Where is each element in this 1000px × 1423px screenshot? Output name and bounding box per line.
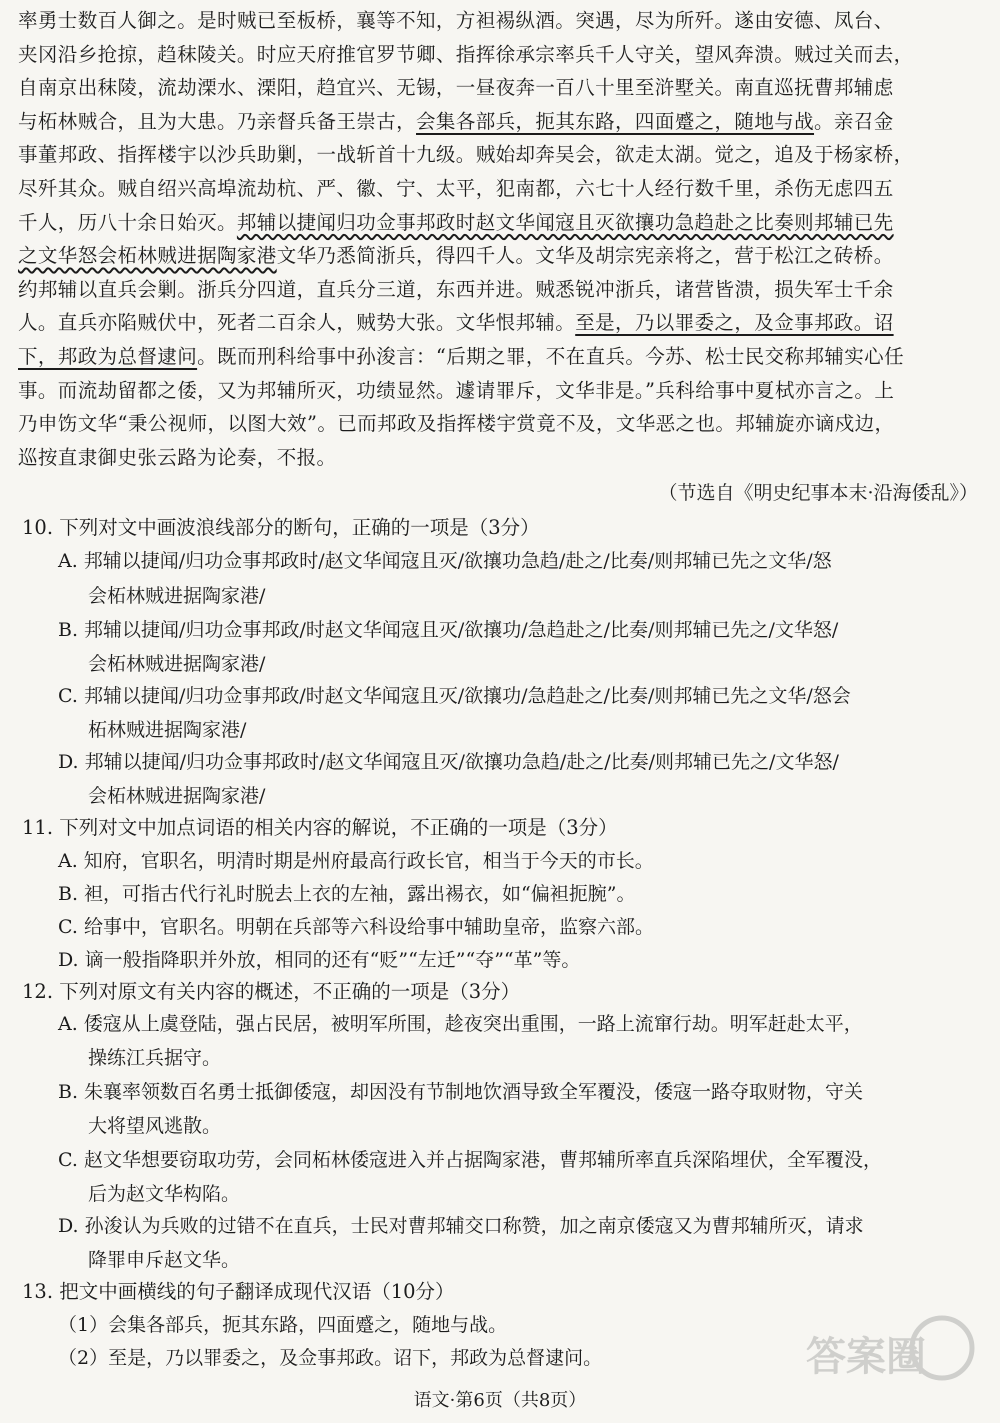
passage-line	[18, 172, 986, 206]
wavy-underlined-text: 邦辅以捷闻归功佥事邦政时赵文华闻寇且灭欲攘功急趋赴之比奏则邦辅已先	[236, 210, 894, 234]
option-b-cont: 大将望风逃散。	[88, 1115, 222, 1137]
option-b: B. 朱襄率领数百名勇士抵御倭寇，却因没有节制地饮酒导致全军覆没，倭寇一路夺取财物，守关	[58, 1081, 864, 1103]
option-b: B. 邦辅以捷闻/归功佥事邦政/时赵文华闻寇且灭/欲攘功/急趋赴之/比奏/则邦辅已先之/文华怒/	[58, 619, 839, 641]
option-c-cont: 后为赵文华构陷。	[88, 1183, 241, 1205]
option-a-cont: 操练江兵据守。	[88, 1047, 222, 1069]
watermark-text: 答案圈	[806, 1334, 926, 1380]
passage-text: 自南京出秣陵，流劫溧水、溧阳，趋宜兴、无锡，一昼夜奔一百八十里至浒墅关。南直巡抚曹邦辅虑	[18, 76, 894, 100]
passage-text: 约邦辅以直兵会剿。浙兵分四道，直兵分三道，东西并进。贼悉锐冲浙兵，诸营皆溃，损失军士千余	[18, 277, 894, 301]
passage-text: 尽歼其众。贼自绍兴高埠流劫杭、严、徽、宁、太平，犯南都，六七十人经行数千里，杀伤无虑四五	[18, 177, 894, 200]
passage-text: 事。而流劫留都之倭，又为邦辅所灭，功绩显然。遽请罪斥，文华非是。”兵科给事中夏栻亦言之。上	[18, 378, 895, 402]
passage-line	[18, 38, 986, 72]
option-c: C. 赵文华想要窃取功劳，会同柘林倭寇进入并占据陶家港，曹邦辅所率直兵深陷埋伏，全军覆没，	[58, 1149, 882, 1171]
option-b-cont: 会柘林贼进据陶家港/	[88, 653, 266, 675]
sentence-1: （1）会集各部兵，扼其东路，四面蹙之，随地与战。	[58, 1314, 508, 1336]
passage-line	[18, 374, 986, 408]
passage-line	[18, 138, 986, 172]
option-a-cont: 会柘林贼进据陶家港/	[88, 585, 266, 607]
passage-line	[18, 105, 986, 139]
passage-line	[18, 4, 986, 38]
underlined-sentence: 会集各部兵，扼其东路，四面蹙之，随地与战	[416, 109, 815, 133]
passage-line	[18, 71, 986, 105]
passage-text: 文华乃悉简浙兵，得四千人。文华及胡宗宪亲将之，营于松江之砖桥。	[276, 244, 894, 268]
passage-line	[18, 441, 986, 475]
sentence-2: （2）至是，乃以罪委之，及佥事邦政。诏下，邦政为总督逮问。	[58, 1347, 603, 1369]
passage-line	[18, 407, 986, 441]
option-c: C. 给事中，官职名。明朝在兵部等六科设给事中辅助皇帝，监察六部。	[58, 916, 654, 938]
passage-text: 事董邦政、指挥楼宇以沙兵助剿，一战斩首十九级。贼始却奔吴会，欲走太湖。觉之，追及于杨家桥，	[18, 143, 914, 167]
question-stem: 12. 下列对原文有关内容的概述，不正确的一项是（3分）	[22, 980, 521, 1003]
option-a: A. 倭寇从上虞登陆，强占民居，被明军所围，趁夜突出重围，一路上流窜行劫。明军赶赴太平，	[58, 1013, 863, 1035]
option-c: C. 邦辅以捷闻/归功佥事邦政/时赵文华闻寇且灭/欲攘功/急趋赴之/比奏/则邦辅已先之文华/怒会	[58, 685, 851, 707]
option-c-cont: 柘林贼进据陶家港/	[88, 719, 247, 741]
passage-line	[18, 306, 986, 340]
question-stem: 13. 把文中画横线的句子翻译成现代汉语（10分）	[22, 1280, 455, 1303]
passage-text: 巡按直隶御史张云路为论奏，不报。	[18, 445, 337, 469]
option-d: D. 邦辅以捷闻/归功佥事邦政时/赵文华闻寇且灭/欲攘功急趋/赴之/比奏/则邦辅已先之/文华怒/	[58, 751, 839, 773]
underlined-sentence: 至是，乃以罪委之，及佥事邦政。诏	[575, 311, 894, 335]
option-d-cont: 降罪申斥赵文华。	[88, 1249, 241, 1271]
option-b: B. 袒，可指古代行礼时脱去上衣的左袖，露出裼衣，如“偏袒扼腕”。	[58, 883, 636, 905]
passage-line	[18, 340, 986, 374]
passage-text: 率勇士数百人御之。是时贼已至板桥，襄等不知，方袒裼纵酒。突遇，尽为所歼。遂由安德、凤台、	[18, 9, 894, 32]
option-a: A. 知府，官职名，明清时期是州府最高行政长官，相当于今天的市长。	[58, 850, 654, 872]
passage-line	[18, 273, 986, 307]
underlined-sentence: 下，邦政为总督逮问	[18, 345, 198, 368]
passage-text: 。既而刑科给事中孙浚言：“后期之罪，不在直兵。今苏、松士民交称邦辅实心任	[197, 345, 904, 368]
option-d: D. 谪一般指降职并外放，相同的还有“贬”“左迁”“夺”“革”等。	[58, 949, 581, 971]
passage-text: 乃申饬文华“秉公视师，以图大效”。已而邦政及指挥楼宇赏竟不及，文华恶之也。邦辅旋亦谪戍边，	[18, 412, 895, 436]
source-citation: （节选自《明史纪事本末·沿海倭乱》）	[658, 482, 978, 504]
passage-text: 千人，历八十余日始灭。	[18, 210, 237, 234]
passage-line	[18, 206, 986, 240]
passage-text: 。亲召金	[814, 109, 894, 133]
passage-text: 与柘林贼合，且为大患。乃亲督兵备王崇古，	[18, 109, 417, 133]
option-d: D. 孙浚认为兵败的过错不在直兵，士民对曹邦辅交口称赞，加之南京倭寇又为曹邦辅所灭，请求	[58, 1215, 864, 1237]
option-a: A. 邦辅以捷闻/归功佥事邦政时/赵文华闻寇且灭/欲攘功急趋/赴之/比奏/则邦辅已先之文华/怒	[58, 550, 832, 572]
question-stem: 11. 下列对文中加点词语的相关内容的解说，不正确的一项是（3分）	[22, 816, 618, 839]
passage-text: 人。直兵亦陷贼伏中，死者二百余人，贼势大张。文华恨邦辅。	[18, 311, 576, 335]
page-footer: 语文·第6页（共8页）	[413, 1390, 587, 1411]
option-d-cont: 会柘林贼进据陶家港/	[88, 785, 266, 807]
passage-line	[18, 239, 986, 273]
passage-text: 夹冈沿乡抢掠，趋秣陵关。时应天府推官罗节卿、指挥徐承宗率兵千人守关，望风奔溃。贼过关而去，	[18, 42, 914, 66]
wavy-underlined-text: 之文华怒会柘林贼进据陶家港	[18, 244, 277, 268]
question-stem: 10. 下列对文中画波浪线部分的断句，正确的一项是（3分）	[22, 516, 540, 539]
watermark-logo	[802, 1310, 982, 1420]
